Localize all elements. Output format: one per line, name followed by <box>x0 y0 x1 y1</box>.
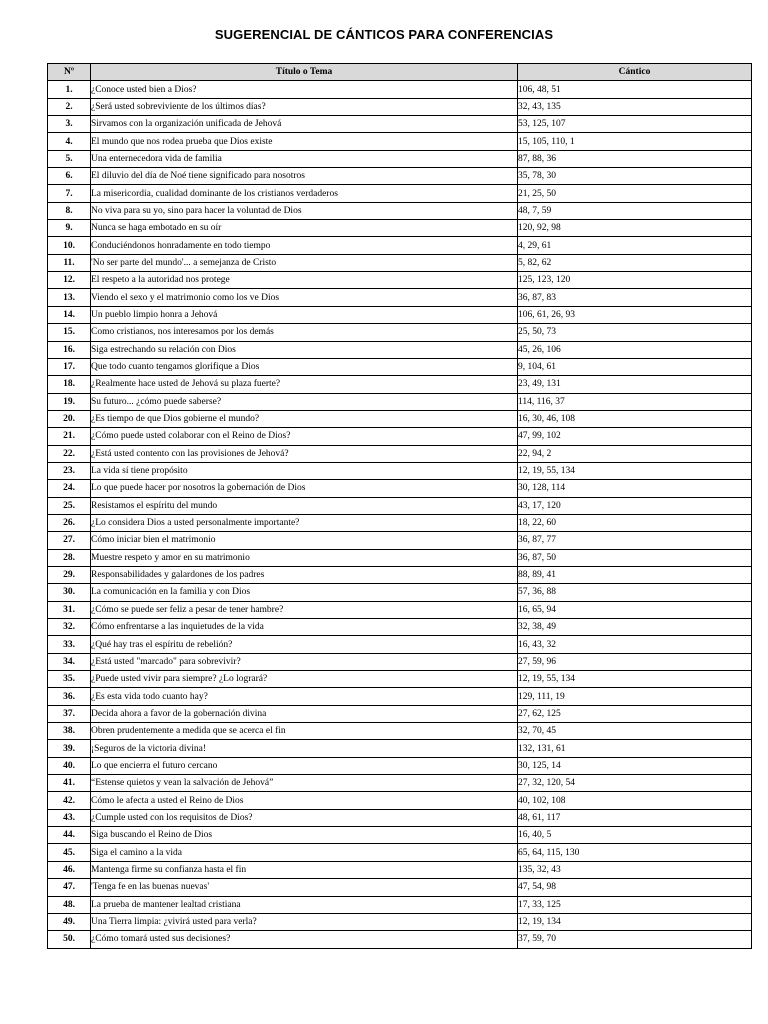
row-number: 42. <box>48 792 91 809</box>
row-number: 8. <box>48 202 91 219</box>
row-title: Viendo el sexo y el matrimonio como los ve Dios <box>91 289 518 306</box>
row-number: 28. <box>48 549 91 566</box>
row-songs: 22, 94, 2 <box>518 445 752 462</box>
table-row <box>48 861 752 878</box>
row-songs: 45, 26, 106 <box>518 341 752 358</box>
table-row <box>48 289 752 306</box>
table-header-row <box>48 64 752 81</box>
row-title: ¿Es tiempo de que Dios gobierne el mundo? <box>91 410 518 427</box>
row-songs: 16, 43, 32 <box>518 636 752 653</box>
row-title: 'No ser parte del mundo'... a semejanza de Cristo <box>91 254 518 271</box>
row-songs: 65, 64, 115, 130 <box>518 844 752 861</box>
row-number: 39. <box>48 740 91 757</box>
row-songs: 21, 25, 50 <box>518 185 752 202</box>
row-title: Conduciéndonos honradamente en todo tiempo <box>91 237 518 254</box>
songs-table <box>47 63 752 949</box>
row-songs: 15, 105, 110, 1 <box>518 133 752 150</box>
row-title: ¿Realmente hace usted de Jehová su plaza fuerte? <box>91 376 518 393</box>
table-row <box>48 116 752 133</box>
row-songs: 35, 78, 30 <box>518 168 752 185</box>
row-title: Cómo enfrentarse a las inquietudes de la vida <box>91 619 518 636</box>
row-title: ¿Cómo puede usted colaborar con el Reino de Dios? <box>91 428 518 445</box>
table-row <box>48 410 752 427</box>
row-title: Nunca se haga embotado en su oír <box>91 220 518 237</box>
row-number: 36. <box>48 688 91 705</box>
table-row <box>48 601 752 618</box>
row-songs: 125, 123, 120 <box>518 272 752 289</box>
row-number: 5. <box>48 150 91 167</box>
table-row <box>48 705 752 722</box>
row-title: Lo que puede hacer por nosotros la gobernación de Dios <box>91 480 518 497</box>
table-row <box>48 462 752 479</box>
row-number: 14. <box>48 306 91 323</box>
row-title: El mundo que nos rodea prueba que Dios existe <box>91 133 518 150</box>
row-songs: 36, 87, 77 <box>518 532 752 549</box>
row-songs: 18, 22, 60 <box>518 514 752 531</box>
row-title: Lo que encierra el futuro cercano <box>91 757 518 774</box>
table-row <box>48 358 752 375</box>
row-title: Decida ahora a favor de la gobernación divina <box>91 705 518 722</box>
row-songs: 9, 104, 61 <box>518 358 752 375</box>
table-row <box>48 81 752 98</box>
row-number: 20. <box>48 410 91 427</box>
table-row <box>48 341 752 358</box>
row-songs: 132, 131, 61 <box>518 740 752 757</box>
row-number: 47. <box>48 879 91 896</box>
row-songs: 27, 59, 96 <box>518 653 752 670</box>
row-title: ¿Está usted contento con las provisiones de Jehová? <box>91 445 518 462</box>
row-number: 4. <box>48 133 91 150</box>
row-title: Obren prudentemente a medida que se acerca el fin <box>91 723 518 740</box>
row-number: 33. <box>48 636 91 653</box>
row-songs: 37, 59, 70 <box>518 931 752 948</box>
row-songs: 88, 89, 41 <box>518 566 752 583</box>
row-number: 45. <box>48 844 91 861</box>
row-number: 24. <box>48 480 91 497</box>
table-row <box>48 202 752 219</box>
table-row <box>48 879 752 896</box>
row-songs: 32, 38, 49 <box>518 619 752 636</box>
row-songs: 57, 36, 88 <box>518 584 752 601</box>
row-title: No viva para su yo, sino para hacer la voluntad de Dios <box>91 202 518 219</box>
row-number: 31. <box>48 601 91 618</box>
table-row <box>48 393 752 410</box>
row-songs: 114, 116, 37 <box>518 393 752 410</box>
row-number: 2. <box>48 98 91 115</box>
row-songs: 53, 125, 107 <box>518 116 752 133</box>
row-songs: 48, 7, 59 <box>518 202 752 219</box>
row-number: 18. <box>48 376 91 393</box>
row-title: “Estense quietos y vean la salvación de Jehová” <box>91 775 518 792</box>
row-number: 10. <box>48 237 91 254</box>
row-number: 12. <box>48 272 91 289</box>
row-title: Responsabilidades y galardones de los padres <box>91 566 518 583</box>
row-number: 6. <box>48 168 91 185</box>
row-title: Siga el camino a la vida <box>91 844 518 861</box>
row-songs: 12, 19, 55, 134 <box>518 462 752 479</box>
row-number: 9. <box>48 220 91 237</box>
row-number: 11. <box>48 254 91 271</box>
row-title: Que todo cuanto tengamos glorifique a Dios <box>91 358 518 375</box>
row-songs: 17, 33, 125 <box>518 896 752 913</box>
row-number: 43. <box>48 809 91 826</box>
row-title: Una Tierra limpia: ¿vivirá usted para verla? <box>91 913 518 930</box>
table-row <box>48 133 752 150</box>
table-row <box>48 532 752 549</box>
row-songs: 36, 87, 50 <box>518 549 752 566</box>
table-row <box>48 428 752 445</box>
row-number: 48. <box>48 896 91 913</box>
row-songs: 120, 92, 98 <box>518 220 752 237</box>
row-number: 46. <box>48 861 91 878</box>
row-songs: 25, 50, 73 <box>518 324 752 341</box>
row-songs: 32, 70, 45 <box>518 723 752 740</box>
table-row <box>48 98 752 115</box>
table-row <box>48 220 752 237</box>
table-row <box>48 445 752 462</box>
row-title: Siga buscando el Reino de Dios <box>91 827 518 844</box>
table-row <box>48 254 752 271</box>
row-number: 50. <box>48 931 91 948</box>
row-number: 44. <box>48 827 91 844</box>
row-number: 41. <box>48 775 91 792</box>
row-songs: 23, 49, 131 <box>518 376 752 393</box>
page-title: SUGERENCIAL DE CÁNTICOS PARA CONFERENCIAS <box>214 27 554 42</box>
row-number: 19. <box>48 393 91 410</box>
row-title: 'Tenga fe en las buenas nuevas' <box>91 879 518 896</box>
row-songs: 48, 61, 117 <box>518 809 752 826</box>
row-songs: 27, 62, 125 <box>518 705 752 722</box>
row-title: ¿Puede usted vivir para siempre? ¿Lo logrará? <box>91 671 518 688</box>
row-number: 23. <box>48 462 91 479</box>
header-song: Cántico <box>518 64 752 81</box>
row-songs: 12, 19, 134 <box>518 913 752 930</box>
row-title: La misericordia, cualidad dominante de los cristianos verdaderos <box>91 185 518 202</box>
row-title: La vida sí tiene propósito <box>91 462 518 479</box>
table-row <box>48 775 752 792</box>
row-title: El diluvio del día de Noé tiene significado para nosotros <box>91 168 518 185</box>
row-songs: 135, 32, 43 <box>518 861 752 878</box>
row-songs: 32, 43, 135 <box>518 98 752 115</box>
row-number: 49. <box>48 913 91 930</box>
table-row <box>48 168 752 185</box>
row-number: 16. <box>48 341 91 358</box>
row-songs: 106, 61, 26, 93 <box>518 306 752 323</box>
table-row <box>48 480 752 497</box>
row-songs: 30, 128, 114 <box>518 480 752 497</box>
table-row <box>48 376 752 393</box>
table-row <box>48 809 752 826</box>
table-row <box>48 792 752 809</box>
row-title: Resistamos el espíritu del mundo <box>91 497 518 514</box>
table-row <box>48 185 752 202</box>
table-row <box>48 844 752 861</box>
row-number: 38. <box>48 723 91 740</box>
table-row <box>48 688 752 705</box>
row-songs: 4, 29, 61 <box>518 237 752 254</box>
row-number: 30. <box>48 584 91 601</box>
row-songs: 16, 30, 46, 108 <box>518 410 752 427</box>
row-title: ¿Qué hay tras el espíritu de rebelión? <box>91 636 518 653</box>
row-title: Su futuro... ¿cómo puede saberse? <box>91 393 518 410</box>
row-number: 7. <box>48 185 91 202</box>
table-row <box>48 931 752 948</box>
row-songs: 129, 111, 19 <box>518 688 752 705</box>
table-row <box>48 671 752 688</box>
row-title: Una enternecedora vida de familia <box>91 150 518 167</box>
row-songs: 87, 88, 36 <box>518 150 752 167</box>
row-number: 21. <box>48 428 91 445</box>
table-body <box>48 81 752 948</box>
row-title: Siga estrechando su relación con Dios <box>91 341 518 358</box>
row-number: 35. <box>48 671 91 688</box>
row-number: 26. <box>48 514 91 531</box>
row-number: 27. <box>48 532 91 549</box>
row-title: La comunicación en la familia y con Dios <box>91 584 518 601</box>
row-title: El respeto a la autoridad nos protege <box>91 272 518 289</box>
header-number: Nº <box>48 64 91 81</box>
row-title: ¿Cómo tomará usted sus decisiones? <box>91 931 518 948</box>
row-title: Cómo iniciar bien el matrimonio <box>91 532 518 549</box>
row-title: ¿Está usted "marcado" para sobrevivir? <box>91 653 518 670</box>
row-songs: 16, 65, 94 <box>518 601 752 618</box>
row-title: Sirvamos con la organización unificada de Jehová <box>91 116 518 133</box>
table-row <box>48 740 752 757</box>
row-title: Muestre respeto y amor en su matrimonio <box>91 549 518 566</box>
row-number: 40. <box>48 757 91 774</box>
table-row <box>48 653 752 670</box>
table-row <box>48 549 752 566</box>
row-number: 17. <box>48 358 91 375</box>
row-songs: 5, 82, 62 <box>518 254 752 271</box>
row-title: Cómo le afecta a usted el Reino de Dios <box>91 792 518 809</box>
row-number: 15. <box>48 324 91 341</box>
row-songs: 27, 32, 120, 54 <box>518 775 752 792</box>
row-songs: 30, 125, 14 <box>518 757 752 774</box>
header-title: Título o Tema <box>91 64 518 81</box>
row-number: 13. <box>48 289 91 306</box>
table-row <box>48 896 752 913</box>
row-title: Mantenga firme su confianza hasta el fin <box>91 861 518 878</box>
table-row <box>48 497 752 514</box>
row-title: Como cristianos, nos interesamos por los demás <box>91 324 518 341</box>
table-row <box>48 827 752 844</box>
row-title: La prueba de mantener lealtad cristiana <box>91 896 518 913</box>
row-number: 34. <box>48 653 91 670</box>
row-number: 29. <box>48 566 91 583</box>
table-row <box>48 636 752 653</box>
table-row <box>48 619 752 636</box>
row-number: 1. <box>48 81 91 98</box>
row-title: ¿Será usted sobreviviente de los últimos días? <box>91 98 518 115</box>
row-title: ¿Es esta vida todo cuanto hay? <box>91 688 518 705</box>
row-title: Un pueblo limpio honra a Jehová <box>91 306 518 323</box>
row-songs: 40, 102, 108 <box>518 792 752 809</box>
row-number: 22. <box>48 445 91 462</box>
row-title: ¡Seguros de la victoria divina! <box>91 740 518 757</box>
table-row <box>48 514 752 531</box>
table-row <box>48 757 752 774</box>
table-row <box>48 150 752 167</box>
row-songs: 43, 17, 120 <box>518 497 752 514</box>
row-title: ¿Cumple usted con los requisitos de Dios? <box>91 809 518 826</box>
row-number: 37. <box>48 705 91 722</box>
row-songs: 47, 99, 102 <box>518 428 752 445</box>
table-row <box>48 723 752 740</box>
row-number: 32. <box>48 619 91 636</box>
row-title: ¿Lo considera Dios a usted personalmente importante? <box>91 514 518 531</box>
table-row <box>48 584 752 601</box>
table-row <box>48 272 752 289</box>
row-songs: 47, 54, 98 <box>518 879 752 896</box>
row-songs: 106, 48, 51 <box>518 81 752 98</box>
table-row <box>48 237 752 254</box>
row-number: 25. <box>48 497 91 514</box>
table-row <box>48 566 752 583</box>
row-title: ¿Cómo se puede ser feliz a pesar de tener hambre? <box>91 601 518 618</box>
table-row <box>48 306 752 323</box>
table-row <box>48 913 752 930</box>
row-songs: 12, 19, 55, 134 <box>518 671 752 688</box>
row-songs: 16, 40, 5 <box>518 827 752 844</box>
row-songs: 36, 87, 83 <box>518 289 752 306</box>
row-title: ¿Conoce usted bien a Dios? <box>91 81 518 98</box>
row-number: 3. <box>48 116 91 133</box>
table-row <box>48 324 752 341</box>
